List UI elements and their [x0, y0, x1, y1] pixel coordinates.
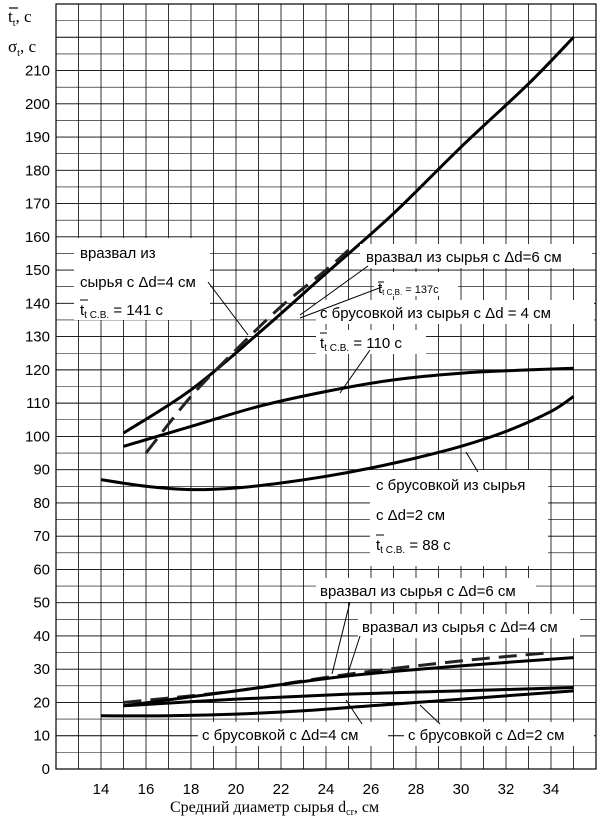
- annotation-b2: вразвал из сырья с Δd=4 см: [362, 619, 558, 636]
- x-tick-label: 34: [542, 781, 560, 798]
- x-tick-label: 20: [227, 781, 245, 798]
- annotation-1-mean-sub: t С.В.: [84, 310, 110, 321]
- annotation-1-mean-val: = 141 с: [109, 302, 163, 319]
- x-tick-label: 16: [137, 781, 155, 798]
- x-title-unit: , см: [353, 799, 380, 816]
- y-tick-label: 100: [24, 428, 50, 446]
- annotation-6-line2: с Δd=2 см: [376, 507, 446, 524]
- y-tick-label: 130: [24, 328, 50, 346]
- annotation-b1: вразвал из сырья с Δd=6 см: [320, 583, 516, 600]
- y-tick-label: 160: [24, 228, 50, 246]
- y-tick-label: 80: [33, 494, 50, 512]
- x-title-sym: d: [338, 799, 347, 816]
- x-tick-label: 30: [452, 781, 470, 798]
- annotation-6-mean-sym: t: [376, 537, 381, 554]
- x-tick-label: 32: [497, 781, 515, 798]
- y-tick-label: 50: [33, 594, 50, 612]
- annotation-1-line1: вразвал из: [80, 245, 156, 262]
- y-tick-label: 150: [24, 262, 50, 280]
- x-tick-label: 22: [272, 781, 290, 798]
- annotation-6-mean-val: = 88 с: [405, 537, 451, 554]
- annotation-6-line1: с брусовкой из сырья: [376, 477, 526, 494]
- y-title-t-unit: , с: [15, 7, 32, 26]
- y-title-sigma-sub: t: [17, 48, 20, 59]
- y-tick-label: 20: [33, 694, 50, 712]
- y-tick-label: 120: [24, 361, 50, 379]
- y-tick-label: 140: [24, 295, 50, 313]
- svg-text:tt, с: [8, 7, 32, 29]
- x-tick-label: 18: [182, 781, 200, 798]
- y-tick-label: 0: [41, 761, 50, 778]
- y-tick-label: 200: [24, 95, 50, 113]
- annotation-2: вразвал из сырья с Δd=6 см: [366, 249, 562, 266]
- x-tick-label: 24: [317, 781, 335, 798]
- y-title-t: t: [8, 7, 13, 26]
- svg-text:σt, с: [8, 37, 36, 59]
- annotation-b4: с брусовкой с Δd=2 см: [408, 727, 565, 744]
- x-title-text: Средний диаметр сырья: [170, 799, 335, 816]
- annotation-5-mean-val: = 110 с: [349, 335, 402, 352]
- annotation-3-mean-sym: t: [378, 280, 383, 297]
- y-tick-label: 70: [33, 528, 50, 546]
- x-tick-label: 28: [407, 781, 425, 798]
- annotation-5-mean-sub: t С.В.: [324, 343, 350, 354]
- annotation-1-mean-sym: t: [80, 302, 85, 319]
- y-tick-label: 10: [33, 727, 50, 745]
- y-tick-label: 170: [24, 195, 50, 213]
- annotation-3-mean-sub: t С.В.: [382, 288, 403, 297]
- annotation-4: с брусовкой из сырья с Δd = 4 см: [320, 305, 551, 322]
- y-title-sigma: σ: [8, 37, 18, 56]
- x-title-sub: cr: [346, 807, 354, 818]
- x-tick-label: 14: [92, 781, 110, 798]
- x-tick-label: 26: [362, 781, 380, 798]
- annotation-b3: с брусовкой с Δd=4 см: [202, 727, 359, 744]
- annotation-3-mean-val: = 137с: [402, 284, 439, 296]
- y-tick-label: 60: [33, 561, 50, 579]
- y-tick-label: 190: [24, 129, 50, 147]
- y-tick-label: 30: [33, 661, 50, 679]
- annotation-5-mean-sym: t: [320, 335, 325, 352]
- annotation-6-mean-sub: t С.В.: [380, 545, 406, 556]
- y-tick-label: 40: [33, 627, 50, 645]
- annotation-1-line2: сырья с Δd=4 см: [80, 274, 196, 291]
- y-tick-label: 210: [24, 62, 50, 80]
- y-tick-label: 90: [33, 461, 50, 479]
- y-title-sigma-unit: , с: [19, 37, 36, 56]
- y-title-t-sub: t: [12, 18, 16, 29]
- y-tick-label: 110: [26, 395, 50, 413]
- y-tick-label: 180: [24, 162, 50, 180]
